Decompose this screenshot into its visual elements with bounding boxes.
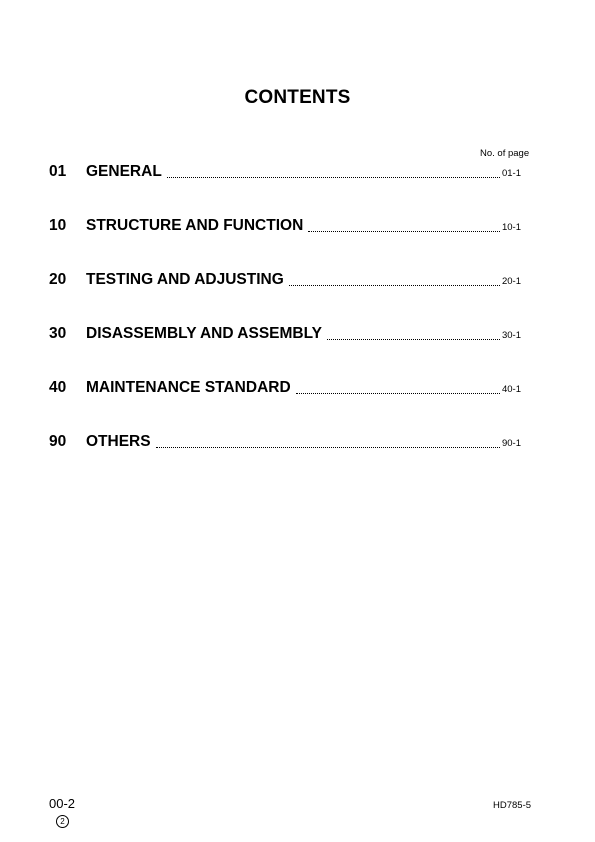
toc-entry-number: 10 — [49, 217, 67, 234]
toc-entry-title: STRUCTURE AND FUNCTION — [86, 217, 304, 234]
toc-entry-title: TESTING AND ADJUSTING — [86, 271, 284, 288]
page-title: CONTENTS — [244, 87, 351, 108]
toc-entry-disassembly-and-assembly[interactable] — [49, 325, 521, 347]
toc-entry-number: 20 — [49, 271, 67, 288]
dot-leader — [289, 285, 500, 286]
dot-leader — [296, 393, 500, 394]
toc-entry-number: 01 — [49, 163, 67, 180]
revision-mark-icon: 2 — [56, 815, 69, 828]
footer-model-number: HD785-5 — [493, 800, 532, 811]
footer-page-number: 00-2 — [49, 796, 76, 811]
toc-entry-number: 40 — [49, 379, 67, 396]
dot-leader — [308, 231, 500, 232]
toc-entry-title: GENERAL — [86, 163, 162, 180]
toc-entry-page: 01-1 — [501, 168, 521, 179]
toc-entry-title: DISASSEMBLY AND ASSEMBLY — [86, 325, 322, 342]
toc-entry-general[interactable] — [49, 163, 521, 185]
toc-entry-title: OTHERS — [86, 433, 151, 450]
toc-entry-structure-and-function[interactable] — [49, 217, 521, 239]
toc-entry-page: 20-1 — [501, 276, 521, 287]
toc-entry-number: 30 — [49, 325, 67, 342]
dot-leader — [156, 447, 500, 448]
toc-entry-page: 10-1 — [501, 222, 521, 233]
toc-entry-title: MAINTENANCE STANDARD — [86, 379, 291, 396]
toc-entry-page: 40-1 — [501, 384, 521, 395]
dot-leader — [167, 177, 500, 178]
toc-entry-others[interactable] — [49, 433, 521, 455]
dot-leader — [327, 339, 500, 340]
toc-entry-page: 90-1 — [501, 438, 521, 449]
toc-entry-number: 90 — [49, 433, 67, 450]
page-column-header: No. of page — [480, 148, 530, 159]
toc-entry-page: 30-1 — [501, 330, 521, 341]
toc-entry-testing-and-adjusting[interactable] — [49, 271, 521, 293]
toc-entry-maintenance-standard[interactable] — [49, 379, 521, 401]
